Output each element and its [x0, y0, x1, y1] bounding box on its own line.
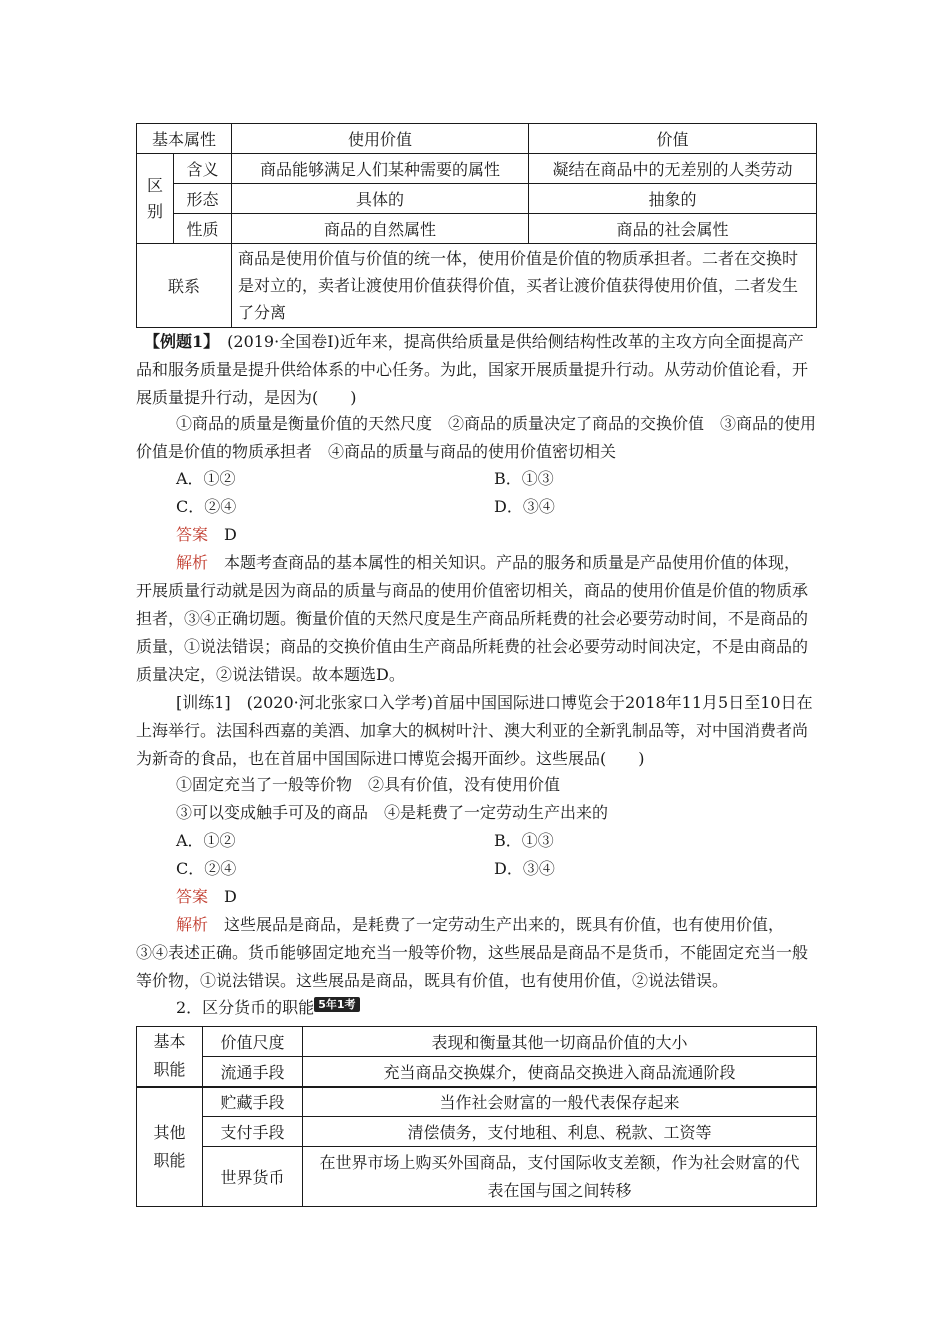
row-label: 形态	[174, 184, 232, 214]
table-row	[137, 1087, 817, 1117]
link-row	[137, 244, 817, 328]
training-tag: [训练1]	[176, 693, 231, 712]
table-header-row	[137, 124, 817, 154]
option-c: C．②④	[176, 497, 237, 516]
function-name: 世界货币	[203, 1147, 303, 1207]
value-cell: 抽象的	[529, 184, 817, 214]
training-question	[136, 689, 816, 773]
money-functions-table	[136, 1026, 817, 1207]
table-row	[137, 1147, 817, 1207]
analysis-paragraph	[136, 911, 816, 995]
analysis-label: 解析	[176, 553, 209, 572]
answer-line	[176, 883, 237, 911]
other-functions-label: 其他 职能	[137, 1087, 203, 1207]
function-desc: 在世界市场上购买外国商品，支付国际收支差额，作为社会财富的代表在国与国之间转移	[303, 1147, 817, 1207]
function-name: 价值尺度	[203, 1027, 303, 1057]
function-desc: 充当商品交换媒介，使商品交换进入商品流通阶段	[303, 1057, 817, 1087]
table-row	[137, 1057, 817, 1087]
option-a: A．①②	[176, 831, 236, 850]
table-row	[137, 184, 817, 214]
option-c: C．②④	[176, 859, 237, 878]
function-desc: 表现和衡量其他一切商品价值的大小	[303, 1027, 817, 1057]
training-statement-2: ③可以变成触手可及的商品 ④是耗费了一定劳动生产出来的	[176, 803, 609, 822]
answer-label: 答案	[176, 525, 209, 544]
answer-value: D	[224, 525, 237, 544]
example-statements: ①商品的质量是衡量价值的天然尺度 ②商品的质量决定了商品的交换价值 ③商品的使用价值是价值的物质承担者 ④商品的质量与商品的使用价值密切相关	[136, 414, 817, 461]
analysis-text: 这些展品是商品，是耗费了一定劳动生产出来的，既具有价值，也有使用价值，③④表述正确。货币能够固定地充当一般等价物，这些展品是商品不是货币，不能固定充当一般等价物，①说法错误。这些展品是商品，既具有价值，也有使用价值，②说法错误。	[136, 915, 809, 990]
section-heading	[176, 994, 360, 1022]
difference-group-label: 区 别	[137, 154, 174, 244]
row-label: 含义	[174, 154, 232, 184]
example-tag: 【例题1】	[144, 332, 212, 351]
function-name: 支付手段	[203, 1117, 303, 1147]
use-value-cell: 商品的自然属性	[232, 214, 529, 244]
answer-line	[176, 521, 237, 549]
analysis-text: 本题考查商品的基本属性的相关知识。产品的服务和质量是产品使用价值的体现，开展质量行动就是因为商品的质量与商品的使用价值密切相关，商品的使用价值是价值的物质承担者，③④正确切题。衡量价值的天然尺度是生产商品所耗费的社会必要劳动时间，不是商品的质量，①说法错误；商品的交换价值由生产商品所耗费的社会必要劳动时间决定，不是由商品的质量决定，②说法错误。故本题选D。	[136, 553, 809, 684]
analysis-paragraph	[136, 549, 816, 689]
value-cell: 凝结在商品中的无差别的人类劳动	[529, 154, 817, 184]
table-row	[137, 154, 817, 184]
analysis-label: 解析	[176, 915, 209, 934]
header-use-value: 使用价值	[232, 124, 529, 154]
option-d: D．③④	[494, 497, 555, 516]
example-question	[136, 328, 816, 412]
example-stem: (2019·全国卷Ⅰ)近年来，提高供给质量是供给侧结构性改革的主攻方向全面提高产品和服务质量是提升供给体系的中心任务。为此，国家开展质量提升行动。从劳动价值论看，开展质量提升行动，是因为( )	[136, 332, 809, 407]
value-cell: 商品的社会属性	[529, 214, 817, 244]
header-value: 价值	[529, 124, 817, 154]
row-label: 性质	[174, 214, 232, 244]
header-basic-attribute: 基本属性	[137, 124, 232, 154]
table-row	[137, 1117, 817, 1147]
table-row	[137, 1027, 817, 1057]
link-text: 商品是使用价值与价值的统一体，使用价值是价值的物质承担者。二者在交换时是对立的，卖者让渡使用价值获得价值，买者让渡价值获得使用价值，二者发生了分离	[232, 244, 817, 328]
use-value-cell: 商品能够满足人们某种需要的属性	[232, 154, 529, 184]
option-a: A．①②	[176, 469, 236, 488]
basic-functions-label: 基本 职能	[137, 1027, 203, 1087]
table-row	[137, 214, 817, 244]
use-value-cell: 具体的	[232, 184, 529, 214]
function-desc: 当作社会财富的一般代表保存起来	[303, 1087, 817, 1117]
section-title: 2．区分货币的职能	[176, 998, 315, 1017]
answer-label: 答案	[176, 887, 209, 906]
commodity-attributes-table	[136, 123, 817, 328]
answer-value: D	[224, 887, 237, 906]
function-desc: 清偿债务，支付地租、利息、税款、工资等	[303, 1117, 817, 1147]
option-b: B．①③	[494, 469, 554, 488]
training-stem: (2020·河北张家口入学考)首届中国国际进口博览会于2018年11月5日至10日在上海举行。法国科西嘉的美酒、加拿大的枫树叶汁、澳大利亚的全新乳制品等，对中国消费者尚为新奇的食品，也在首届中国国际进口博览会揭开面纱。这些展品( )	[136, 693, 813, 768]
option-d: D．③④	[494, 859, 555, 878]
frequency-badge: 5年1考	[314, 997, 359, 1012]
link-label: 联系	[137, 244, 232, 328]
function-name: 流通手段	[203, 1057, 303, 1087]
option-b: B．①③	[494, 831, 554, 850]
training-statement-1: ①固定充当了一般等价物 ②具有价值，没有使用价值	[176, 775, 561, 794]
function-name: 贮藏手段	[203, 1087, 303, 1117]
